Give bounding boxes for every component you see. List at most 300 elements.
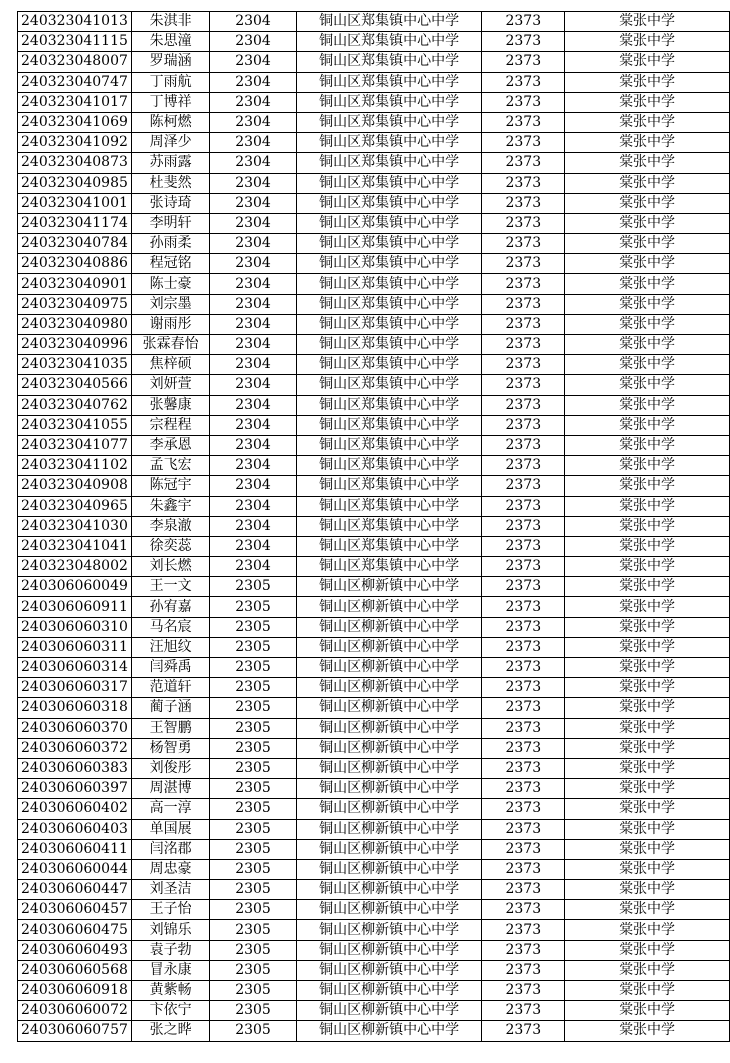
school-code-cell: 2305: [210, 920, 297, 940]
school-name-cell: 铜山区柳新镇中心中学: [296, 960, 482, 980]
school-code-cell: 2304: [210, 12, 297, 32]
target-code-cell: 2373: [482, 779, 565, 799]
target-code-cell: 2373: [482, 839, 565, 859]
student-id-cell: 240306060397: [18, 779, 132, 799]
name-cell: 单国展: [131, 819, 209, 839]
student-id-cell: 240306060757: [18, 1021, 132, 1041]
school-code-cell: 2304: [210, 355, 297, 375]
student-id-cell: 240323040980: [18, 314, 132, 334]
name-cell: 焦梓硕: [131, 355, 209, 375]
target-code-cell: 2373: [482, 92, 565, 112]
target-school-cell: 棠张中学: [565, 314, 730, 334]
table-row: [18, 375, 730, 395]
school-code-cell: 2304: [210, 335, 297, 355]
target-code-cell: 2373: [482, 72, 565, 92]
target-school-cell: 棠张中学: [565, 112, 730, 132]
table-row: [18, 1001, 730, 1021]
table-row: [18, 557, 730, 577]
school-code-cell: 2305: [210, 940, 297, 960]
student-id-cell: 240323048002: [18, 557, 132, 577]
school-code-cell: 2304: [210, 476, 297, 496]
student-id-cell: 240323041069: [18, 112, 132, 132]
student-id-cell: 240323040996: [18, 335, 132, 355]
student-id-cell: 240323041041: [18, 536, 132, 556]
name-cell: 蔺子涵: [131, 698, 209, 718]
student-id-cell: 240306060311: [18, 637, 132, 657]
school-name-cell: 铜山区柳新镇中心中学: [296, 900, 482, 920]
school-name-cell: 铜山区郑集镇中心中学: [296, 52, 482, 72]
table-row: [18, 920, 730, 940]
school-name-cell: 铜山区郑集镇中心中学: [296, 254, 482, 274]
target-school-cell: 棠张中学: [565, 678, 730, 698]
table-row: [18, 456, 730, 476]
school-code-cell: 2305: [210, 960, 297, 980]
name-cell: 刘圣洁: [131, 880, 209, 900]
school-name-cell: 铜山区郑集镇中心中学: [296, 92, 482, 112]
school-code-cell: 2305: [210, 597, 297, 617]
target-school-cell: 棠张中学: [565, 637, 730, 657]
table-row: [18, 12, 730, 32]
target-code-cell: 2373: [482, 193, 565, 213]
table-row: [18, 516, 730, 536]
target-school-cell: 棠张中学: [565, 355, 730, 375]
name-cell: 丁博祥: [131, 92, 209, 112]
table-row: [18, 940, 730, 960]
target-school-cell: 棠张中学: [565, 193, 730, 213]
table-row: [18, 153, 730, 173]
school-code-cell: 2305: [210, 637, 297, 657]
student-id-cell: 240306060911: [18, 597, 132, 617]
name-cell: 朱淇非: [131, 12, 209, 32]
target-code-cell: 2373: [482, 758, 565, 778]
target-code-cell: 2373: [482, 658, 565, 678]
target-school-cell: 棠张中学: [565, 960, 730, 980]
name-cell: 袁子勃: [131, 940, 209, 960]
name-cell: 陈冠宇: [131, 476, 209, 496]
name-cell: 马名宸: [131, 617, 209, 637]
table-row: [18, 698, 730, 718]
target-school-cell: 棠张中学: [565, 1021, 730, 1041]
target-school-cell: 棠张中学: [565, 900, 730, 920]
target-school-cell: 棠张中学: [565, 476, 730, 496]
name-cell: 高一淳: [131, 799, 209, 819]
target-code-cell: 2373: [482, 597, 565, 617]
student-assignment-table: [17, 11, 730, 1042]
school-name-cell: 铜山区柳新镇中心中学: [296, 920, 482, 940]
student-id-cell: 240306060372: [18, 738, 132, 758]
name-cell: 卞依宁: [131, 1001, 209, 1021]
target-code-cell: 2373: [482, 516, 565, 536]
school-code-cell: 2305: [210, 779, 297, 799]
name-cell: 刘长燃: [131, 557, 209, 577]
name-cell: 陈士豪: [131, 274, 209, 294]
student-id-cell: 240306060314: [18, 658, 132, 678]
target-code-cell: 2373: [482, 819, 565, 839]
student-id-cell: 240323048007: [18, 52, 132, 72]
target-school-cell: 棠张中学: [565, 415, 730, 435]
table-row: [18, 758, 730, 778]
student-id-cell: 240306060402: [18, 799, 132, 819]
student-id-cell: 240306060918: [18, 981, 132, 1001]
table-row: [18, 718, 730, 738]
target-school-cell: 棠张中学: [565, 173, 730, 193]
name-cell: 刘锦乐: [131, 920, 209, 940]
school-name-cell: 铜山区郑集镇中心中学: [296, 274, 482, 294]
school-code-cell: 2305: [210, 678, 297, 698]
target-school-cell: 棠张中学: [565, 577, 730, 597]
target-school-cell: 棠张中学: [565, 496, 730, 516]
target-school-cell: 棠张中学: [565, 557, 730, 577]
school-code-cell: 2304: [210, 536, 297, 556]
target-code-cell: 2373: [482, 12, 565, 32]
target-school-cell: 棠张中学: [565, 698, 730, 718]
school-code-cell: 2304: [210, 52, 297, 72]
target-school-cell: 棠张中学: [565, 880, 730, 900]
school-name-cell: 铜山区郑集镇中心中学: [296, 112, 482, 132]
name-cell: 李明轩: [131, 213, 209, 233]
school-code-cell: 2305: [210, 839, 297, 859]
table-row: [18, 476, 730, 496]
table-row: [18, 637, 730, 657]
school-name-cell: 铜山区郑集镇中心中学: [296, 72, 482, 92]
school-code-cell: 2304: [210, 92, 297, 112]
target-school-cell: 棠张中学: [565, 779, 730, 799]
school-name-cell: 铜山区柳新镇中心中学: [296, 859, 482, 879]
name-cell: 王智鹏: [131, 718, 209, 738]
target-school-cell: 棠张中学: [565, 799, 730, 819]
school-name-cell: 铜山区郑集镇中心中学: [296, 294, 482, 314]
school-name-cell: 铜山区柳新镇中心中学: [296, 597, 482, 617]
target-code-cell: 2373: [482, 32, 565, 52]
school-name-cell: 铜山区柳新镇中心中学: [296, 880, 482, 900]
school-name-cell: 铜山区柳新镇中心中学: [296, 981, 482, 1001]
school-name-cell: 铜山区柳新镇中心中学: [296, 637, 482, 657]
school-code-cell: 2305: [210, 981, 297, 1001]
student-id-cell: 240306060403: [18, 819, 132, 839]
table-row: [18, 799, 730, 819]
school-code-cell: 2304: [210, 516, 297, 536]
student-id-cell: 240306060370: [18, 718, 132, 738]
target-code-cell: 2373: [482, 637, 565, 657]
school-code-cell: 2304: [210, 375, 297, 395]
target-code-cell: 2373: [482, 536, 565, 556]
table-row: [18, 779, 730, 799]
student-id-cell: 240323041174: [18, 213, 132, 233]
student-id-cell: 240323040975: [18, 294, 132, 314]
table-row: [18, 859, 730, 879]
school-code-cell: 2304: [210, 153, 297, 173]
name-cell: 朱思潼: [131, 32, 209, 52]
school-name-cell: 铜山区郑集镇中心中学: [296, 193, 482, 213]
table-row: [18, 658, 730, 678]
name-cell: 谢雨彤: [131, 314, 209, 334]
school-code-cell: 2305: [210, 698, 297, 718]
table-row: [18, 981, 730, 1001]
target-code-cell: 2373: [482, 698, 565, 718]
school-code-cell: 2304: [210, 496, 297, 516]
target-school-cell: 棠张中学: [565, 940, 730, 960]
name-cell: 李承恩: [131, 435, 209, 455]
name-cell: 徐奕蕊: [131, 536, 209, 556]
table-row: [18, 112, 730, 132]
target-code-cell: 2373: [482, 294, 565, 314]
table-row: [18, 133, 730, 153]
student-id-cell: 240323040566: [18, 375, 132, 395]
school-code-cell: 2305: [210, 819, 297, 839]
target-school-cell: 棠张中学: [565, 516, 730, 536]
school-name-cell: 铜山区郑集镇中心中学: [296, 12, 482, 32]
table-row: [18, 274, 730, 294]
name-cell: 宗程程: [131, 415, 209, 435]
name-cell: 范道轩: [131, 678, 209, 698]
table-row: [18, 193, 730, 213]
target-code-cell: 2373: [482, 173, 565, 193]
target-school-cell: 棠张中学: [565, 72, 730, 92]
name-cell: 冒永康: [131, 960, 209, 980]
school-name-cell: 铜山区郑集镇中心中学: [296, 234, 482, 254]
name-cell: 朱鑫宇: [131, 496, 209, 516]
school-name-cell: 铜山区郑集镇中心中学: [296, 32, 482, 52]
student-id-cell: 240323041077: [18, 435, 132, 455]
name-cell: 刘宗墨: [131, 294, 209, 314]
target-code-cell: 2373: [482, 274, 565, 294]
name-cell: 刘俊彤: [131, 758, 209, 778]
table-row: [18, 819, 730, 839]
student-id-cell: 240323040747: [18, 72, 132, 92]
table-row: [18, 294, 730, 314]
target-code-cell: 2373: [482, 112, 565, 132]
school-code-cell: 2305: [210, 758, 297, 778]
name-cell: 孙宥嘉: [131, 597, 209, 617]
target-code-cell: 2373: [482, 435, 565, 455]
school-name-cell: 铜山区郑集镇中心中学: [296, 415, 482, 435]
target-code-cell: 2373: [482, 678, 565, 698]
school-name-cell: 铜山区柳新镇中心中学: [296, 1001, 482, 1021]
student-id-cell: 240306060493: [18, 940, 132, 960]
name-cell: 张馨康: [131, 395, 209, 415]
table-row: [18, 880, 730, 900]
name-cell: 周泽少: [131, 133, 209, 153]
school-code-cell: 2304: [210, 274, 297, 294]
student-id-cell: 240323041017: [18, 92, 132, 112]
school-name-cell: 铜山区柳新镇中心中学: [296, 799, 482, 819]
target-code-cell: 2373: [482, 1001, 565, 1021]
name-cell: 孙雨柔: [131, 234, 209, 254]
target-school-cell: 棠张中学: [565, 597, 730, 617]
target-school-cell: 棠张中学: [565, 536, 730, 556]
table-row: [18, 355, 730, 375]
student-id-cell: 240323041102: [18, 456, 132, 476]
school-code-cell: 2304: [210, 173, 297, 193]
name-cell: 周忠豪: [131, 859, 209, 879]
name-cell: 杨智勇: [131, 738, 209, 758]
target-school-cell: 棠张中学: [565, 234, 730, 254]
school-name-cell: 铜山区郑集镇中心中学: [296, 496, 482, 516]
table-row: [18, 32, 730, 52]
table-body: [18, 12, 730, 1042]
school-code-cell: 2305: [210, 880, 297, 900]
target-school-cell: 棠张中学: [565, 335, 730, 355]
student-id-cell: 240323040762: [18, 395, 132, 415]
student-id-cell: 240323041035: [18, 355, 132, 375]
target-school-cell: 棠张中学: [565, 92, 730, 112]
target-code-cell: 2373: [482, 960, 565, 980]
school-name-cell: 铜山区郑集镇中心中学: [296, 153, 482, 173]
target-code-cell: 2373: [482, 799, 565, 819]
target-school-cell: 棠张中学: [565, 435, 730, 455]
target-code-cell: 2373: [482, 577, 565, 597]
target-code-cell: 2373: [482, 234, 565, 254]
school-name-cell: 铜山区郑集镇中心中学: [296, 536, 482, 556]
target-school-cell: 棠张中学: [565, 456, 730, 476]
school-code-cell: 2304: [210, 294, 297, 314]
target-code-cell: 2373: [482, 496, 565, 516]
school-code-cell: 2304: [210, 213, 297, 233]
student-id-cell: 240323041092: [18, 133, 132, 153]
student-id-cell: 240306060310: [18, 617, 132, 637]
table-row: [18, 900, 730, 920]
target-school-cell: 棠张中学: [565, 52, 730, 72]
target-code-cell: 2373: [482, 940, 565, 960]
name-cell: 汪旭纹: [131, 637, 209, 657]
school-code-cell: 2304: [210, 112, 297, 132]
school-code-cell: 2304: [210, 435, 297, 455]
table-row: [18, 254, 730, 274]
school-code-cell: 2305: [210, 900, 297, 920]
table-row: [18, 72, 730, 92]
school-name-cell: 铜山区柳新镇中心中学: [296, 819, 482, 839]
name-cell: 周湛博: [131, 779, 209, 799]
name-cell: 张诗琦: [131, 193, 209, 213]
target-school-cell: 棠张中学: [565, 839, 730, 859]
school-name-cell: 铜山区柳新镇中心中学: [296, 658, 482, 678]
target-code-cell: 2373: [482, 557, 565, 577]
table-row: [18, 597, 730, 617]
target-school-cell: 棠张中学: [565, 758, 730, 778]
table-row: [18, 1021, 730, 1041]
table-row: [18, 839, 730, 859]
name-cell: 张之晔: [131, 1021, 209, 1041]
target-school-cell: 棠张中学: [565, 32, 730, 52]
name-cell: 闫洺郡: [131, 839, 209, 859]
target-code-cell: 2373: [482, 335, 565, 355]
target-school-cell: 棠张中学: [565, 718, 730, 738]
target-code-cell: 2373: [482, 880, 565, 900]
school-name-cell: 铜山区郑集镇中心中学: [296, 133, 482, 153]
school-name-cell: 铜山区郑集镇中心中学: [296, 314, 482, 334]
student-id-cell: 240306060568: [18, 960, 132, 980]
target-school-cell: 棠张中学: [565, 213, 730, 233]
school-name-cell: 铜山区柳新镇中心中学: [296, 698, 482, 718]
target-code-cell: 2373: [482, 981, 565, 1001]
school-name-cell: 铜山区郑集镇中心中学: [296, 335, 482, 355]
target-code-cell: 2373: [482, 314, 565, 334]
table-row: [18, 536, 730, 556]
name-cell: 黄紫畅: [131, 981, 209, 1001]
table-row: [18, 234, 730, 254]
student-id-cell: 240306060072: [18, 1001, 132, 1021]
student-id-cell: 240306060044: [18, 859, 132, 879]
school-code-cell: 2304: [210, 395, 297, 415]
school-name-cell: 铜山区柳新镇中心中学: [296, 940, 482, 960]
name-cell: 王子怡: [131, 900, 209, 920]
school-code-cell: 2305: [210, 658, 297, 678]
name-cell: 罗瑞涵: [131, 52, 209, 72]
student-id-cell: 240323041115: [18, 32, 132, 52]
school-name-cell: 铜山区柳新镇中心中学: [296, 577, 482, 597]
name-cell: 闫舜禹: [131, 658, 209, 678]
school-code-cell: 2304: [210, 254, 297, 274]
table-row: [18, 738, 730, 758]
school-code-cell: 2304: [210, 557, 297, 577]
target-school-cell: 棠张中学: [565, 274, 730, 294]
school-name-cell: 铜山区郑集镇中心中学: [296, 355, 482, 375]
target-code-cell: 2373: [482, 254, 565, 274]
school-name-cell: 铜山区柳新镇中心中学: [296, 1021, 482, 1041]
table-row: [18, 213, 730, 233]
name-cell: 张霖春怡: [131, 335, 209, 355]
target-code-cell: 2373: [482, 859, 565, 879]
target-school-cell: 棠张中学: [565, 375, 730, 395]
target-code-cell: 2373: [482, 738, 565, 758]
table-row: [18, 173, 730, 193]
target-code-cell: 2373: [482, 375, 565, 395]
table-row: [18, 395, 730, 415]
student-id-cell: 240306060318: [18, 698, 132, 718]
school-code-cell: 2304: [210, 415, 297, 435]
name-cell: 杜斐然: [131, 173, 209, 193]
school-name-cell: 铜山区郑集镇中心中学: [296, 435, 482, 455]
target-school-cell: 棠张中学: [565, 617, 730, 637]
school-code-cell: 2304: [210, 133, 297, 153]
target-code-cell: 2373: [482, 395, 565, 415]
school-name-cell: 铜山区柳新镇中心中学: [296, 839, 482, 859]
student-id-cell: 240323040901: [18, 274, 132, 294]
table-row: [18, 314, 730, 334]
name-cell: 李泉澈: [131, 516, 209, 536]
student-id-cell: 240306060317: [18, 678, 132, 698]
school-name-cell: 铜山区郑集镇中心中学: [296, 557, 482, 577]
target-school-cell: 棠张中学: [565, 859, 730, 879]
school-name-cell: 铜山区柳新镇中心中学: [296, 758, 482, 778]
name-cell: 陈柯燃: [131, 112, 209, 132]
target-code-cell: 2373: [482, 1021, 565, 1041]
target-school-cell: 棠张中学: [565, 981, 730, 1001]
school-code-cell: 2304: [210, 193, 297, 213]
school-name-cell: 铜山区柳新镇中心中学: [296, 617, 482, 637]
school-code-cell: 2304: [210, 72, 297, 92]
name-cell: 程冠铭: [131, 254, 209, 274]
target-code-cell: 2373: [482, 456, 565, 476]
student-id-cell: 240306060457: [18, 900, 132, 920]
table-row: [18, 496, 730, 516]
school-name-cell: 铜山区柳新镇中心中学: [296, 779, 482, 799]
target-code-cell: 2373: [482, 900, 565, 920]
target-code-cell: 2373: [482, 920, 565, 940]
target-code-cell: 2373: [482, 415, 565, 435]
target-school-cell: 棠张中学: [565, 395, 730, 415]
target-code-cell: 2373: [482, 153, 565, 173]
table-row: [18, 52, 730, 72]
school-code-cell: 2304: [210, 456, 297, 476]
table-row: [18, 577, 730, 597]
table-row: [18, 678, 730, 698]
student-id-cell: 240323041013: [18, 12, 132, 32]
target-code-cell: 2373: [482, 476, 565, 496]
name-cell: 王一文: [131, 577, 209, 597]
student-id-cell: 240323040985: [18, 173, 132, 193]
student-id-cell: 240306060475: [18, 920, 132, 940]
